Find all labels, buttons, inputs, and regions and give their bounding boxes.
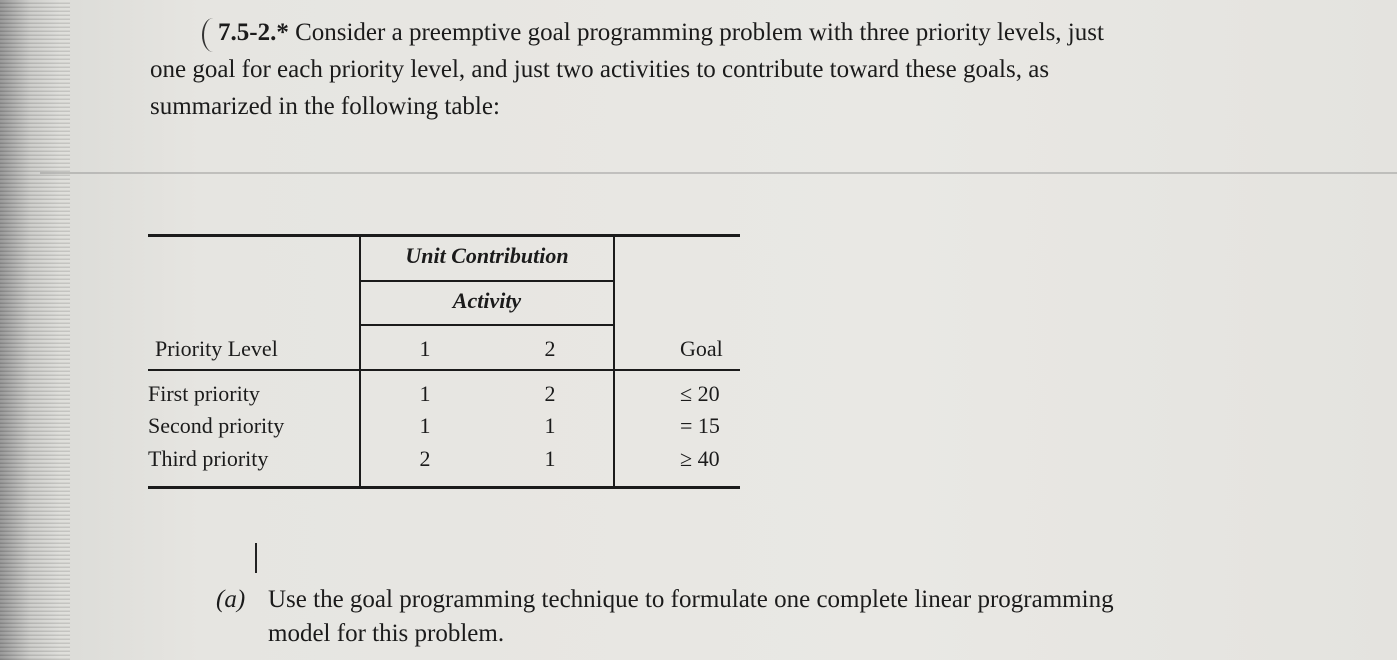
problem-line-3: summarized in the following table:: [150, 93, 500, 120]
row-third-goal: ≥ 40: [680, 446, 720, 471]
activity-1-header: 1: [419, 336, 431, 361]
part-a-line-2: model for this problem.: [268, 620, 505, 647]
row-first-activity-2: 2: [544, 381, 556, 406]
problem-statement: [150, 14, 1270, 125]
part-a-line-1: Use the goal programming technique to formulate one complete linear programming: [268, 586, 1114, 613]
table-bottom-rule: [148, 486, 740, 489]
header-bottom-rule: [148, 369, 740, 371]
row-level-first: First priority: [148, 381, 260, 406]
row-second-activity-2: 1: [544, 413, 556, 438]
problem-line-1: Consider a preemptive goal programming problem with three priority levels, just: [295, 19, 1104, 46]
right-vertical-rule: [613, 234, 615, 488]
row-level-second: Second priority: [148, 413, 285, 438]
bleed-through-line: [40, 172, 1397, 174]
part-a-label: [216, 582, 245, 618]
table-top-rule: [148, 234, 740, 237]
row-third-activity-1: 2: [419, 446, 431, 471]
pencil-tick-mark: [255, 543, 257, 573]
sub-header-rule: [360, 324, 614, 326]
page-edge-shadow: [0, 0, 70, 660]
unit-contribution-header: Unit Contribution: [405, 243, 569, 268]
row-second-activity-1: 1: [419, 413, 431, 438]
row-second-goal: = 15: [680, 413, 720, 438]
left-vertical-rule: [359, 234, 361, 488]
activity-2-header: 2: [544, 336, 556, 361]
row-level-third: Third priority: [148, 446, 269, 471]
problem-line-2: one goal for each priority level, and just two activities to contribute toward these goals, as: [150, 56, 1050, 83]
goal-header: Goal: [680, 336, 723, 361]
row-first-activity-1: 1: [419, 381, 431, 406]
activity-header: Activity: [452, 288, 522, 313]
row-first-goal: ≤ 20: [680, 381, 720, 406]
group-header-rule: [360, 280, 614, 282]
priority-level-header: Priority Level: [155, 336, 278, 361]
part-a-letter: (a): [216, 586, 246, 613]
problem-number: 7.5-2.*: [218, 19, 289, 46]
row-third-activity-2: 1: [544, 446, 556, 471]
